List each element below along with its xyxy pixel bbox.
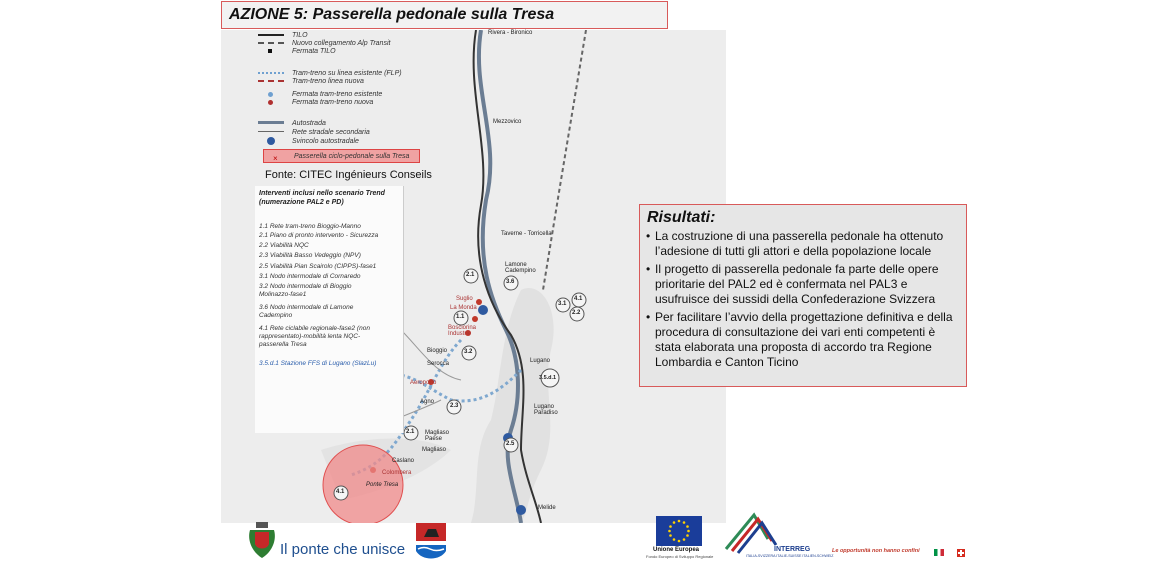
label-lugano-paradiso: Lugano Paradiso [534,404,558,416]
result-bullet: • La costruzione di una passerella pedonale ha ottenuto l’adesione di tutti gli attori e della popolazione locale [646,229,964,259]
label-suglio: Suglio [456,296,473,302]
marker-label: 2.2 [572,310,581,316]
map-legend [256,30,418,164]
label-rivera: Rivera - Bironico [488,30,533,36]
municipality-crest-icon [247,520,277,560]
marker-label: 2.5 [506,441,515,447]
eu-flag-icon [656,516,702,546]
label-serocca: Serocca [427,361,450,367]
result-bullet: • Per facilitare l’avvio della progettazione definitiva e della procedura di consultazione dei vari enti competenti è stata elaborata una proposta di accordo tra Regione Lombardia e Canton Ticino [646,310,964,370]
label-ponte-tresa: Ponte Tresa [366,482,399,488]
label-colombera: Colombera [382,470,412,476]
title-box [221,1,668,29]
intervention-item: 2.3 Viabilità Basso Vedeggio (NPV) [259,252,361,259]
swiss-flag-icon [957,549,965,557]
results-list [646,229,964,373]
intervention-item: 1.1 Rete tram-treno Bioggio-Manno [259,223,361,230]
legend-item: Tram-treno su linea esistente (FLP) [256,68,402,78]
label-la-monda: La Monda [450,305,477,311]
marker-label: 2.1 [466,272,475,278]
marker-label: 4.1 [336,489,345,495]
marker-label: 3.1 [558,301,567,307]
label-melide: Melide [538,505,556,511]
label-bioggio: Bioggio [427,348,448,354]
legend-item: Fermata TILO [256,46,336,56]
legend-item-highlight: × Passerella ciclo-pedonale sulla Tresa [263,149,420,163]
marker-label: 4.1 [574,296,583,302]
label-taverne: Taverne - Torricella [501,231,552,237]
label-magliaso: Magliaso [422,447,447,453]
opportunity-slogan: Le opportunità non hanno confini [832,548,920,554]
intervention-item: 4.1 Rete ciclabile regionale-fase2 (non rappresentato)-mobilità lenta NQC-passerella Tresa [259,325,370,348]
results-panel [639,204,967,387]
marker-label: 1.1 [456,314,465,320]
label-aeroporto: Aeroporto [410,380,437,386]
marker-label: 3.6 [506,279,515,285]
label-mezzovico: Mezzovico [493,119,522,125]
footer-slogan: Il ponte che unisce [280,541,406,558]
legend-item: Autostrada [256,118,326,128]
interreg-title: INTERREG [774,546,811,553]
eu-sub: Fondo Europeo di Sviluppo Regionale [646,554,714,559]
marker-label: 2.3 [450,403,459,409]
intervention-item: 2.2 Viabilità NQC [259,242,309,249]
label-bosciorina: Bosciorina Industrie [448,325,477,337]
legend-item: Nuovo collegamento Alp Transit [256,38,390,48]
legend-item: Rete stradale secondaria [256,127,370,137]
legend-item: Svincolo autostradale [256,136,359,146]
label-lamone: Lamone Cadempino [505,262,536,274]
label-lugano: Lugano [530,358,551,364]
page-title: AZIONE 5: Passerella pedonale sulla Tresa [229,6,555,23]
label-agno: Agno [420,399,435,405]
results-title: Risultati: [647,209,716,226]
intervention-item: 3.1 Nodo intermodale di Cornaredo [259,273,361,280]
legend-item: Fermata tram-treno esistente [256,89,382,99]
legend-item: Fermata tram-treno nuova [256,97,373,107]
intervention-item: 3.2 Nodo intermodale di Bioggio Molinazzo-fase1 [259,283,352,298]
source-caption: Fonte: CITEC Ingénieurs Conseils [265,169,432,181]
result-bullet: • Il progetto di passerella pedonale fa parte delle opere prioritarie del PAL2 ed è confermata nel PAL3 e usufruisce dei sussidi della Confederazione Svizzera [646,262,964,307]
intervention-item: 3.5.d.1 Stazione FFS di Lugano (SlazLu) [259,360,377,367]
intervention-item: 3.6 Nodo intermodale di Lamone Cadempino [259,304,354,319]
italy-flag-icon [934,549,944,556]
label-magliaso-paese: Magliaso Paese [425,430,450,442]
interreg-sub: ITALIA-SVIZZERA ITALIE-SUISSE ITALIEN-SCHWEIZ [746,554,834,558]
interventions-panel [255,186,404,433]
marker-label: 3.2 [464,349,473,355]
interventions-header: Interventi inclusi nello scenario Trend (numerazione PAL2 e PD) [259,190,385,206]
flags [934,547,965,557]
eu-label: Unione Europea [653,547,700,553]
intervention-item: 2.1 Piano di pronto intervento - Sicurezza [259,232,379,239]
label-caslano: Caslano [392,458,415,464]
legend-item: Tram-treno linea nuova [256,76,364,86]
legend-item: TILO [256,30,308,40]
marker-label: 2.1 [406,429,415,435]
marker-label: 3.5.d.1 [539,375,557,381]
intervention-item: 2.5 Viabilità Pian Scairolo (CIPPS)-fase1 [259,263,377,270]
coat-of-arms-icon [414,521,448,561]
